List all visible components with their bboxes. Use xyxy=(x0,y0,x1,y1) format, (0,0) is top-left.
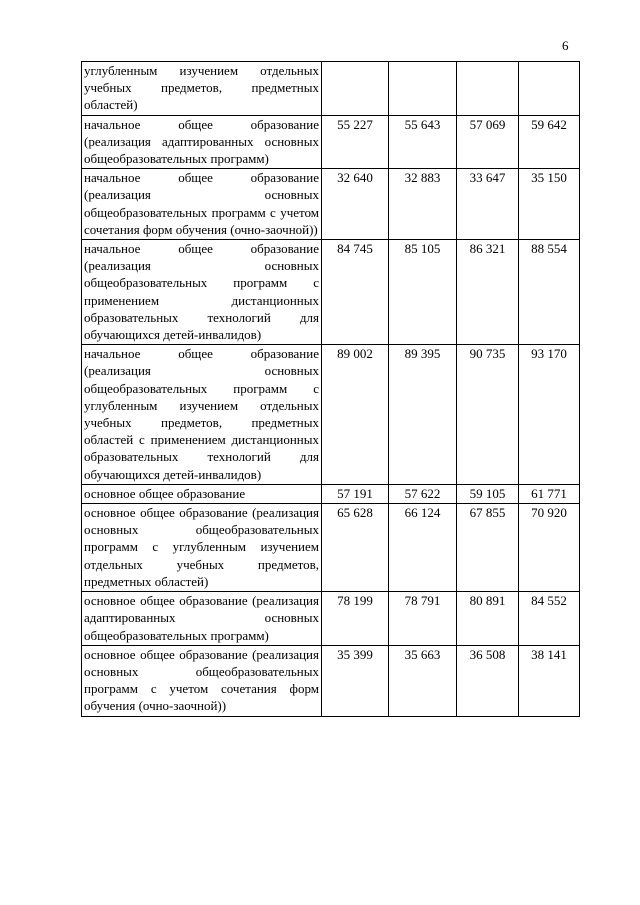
row-label: начальное общее образование (реализация основных общеобразовательных программ с углубленным изучением отдельных учебных предметов, предметных областей с применением дистанционных образовательных технологий для обучающихся детей-инвалидов) xyxy=(82,345,322,485)
value-cell-2: 89 395 xyxy=(389,345,457,485)
value-cell-4: 88 554 xyxy=(519,240,580,345)
table-row xyxy=(82,62,580,116)
value-cell-1: 57 191 xyxy=(322,484,389,503)
value-cell-2: 35 663 xyxy=(389,645,457,716)
row-label: углубленным изучением отдельных учебных предметов, предметных областей) xyxy=(82,62,322,116)
page-number: 6 xyxy=(562,38,569,53)
value-cell-1: 35 399 xyxy=(322,645,389,716)
row-label: основное общее образование (реализация основных общеобразовательных программ с учетом сочетания форм обучения (очно-заочной)) xyxy=(82,645,322,716)
value-cell-4: 61 771 xyxy=(519,484,580,503)
value-cell-4: 35 150 xyxy=(519,169,580,240)
value-cell-3 xyxy=(457,62,519,116)
value-cell-4: 38 141 xyxy=(519,645,580,716)
value-cell-3: 33 647 xyxy=(457,169,519,240)
value-cell-4: 84 552 xyxy=(519,592,580,646)
value-cell-3: 67 855 xyxy=(457,504,519,592)
value-cell-4: 70 920 xyxy=(519,504,580,592)
table-row xyxy=(82,504,580,592)
value-cell-3: 57 069 xyxy=(457,115,519,169)
value-cell-1: 78 199 xyxy=(322,592,389,646)
value-cell-1: 55 227 xyxy=(322,115,389,169)
value-cell-3: 36 508 xyxy=(457,645,519,716)
value-cell-2: 78 791 xyxy=(389,592,457,646)
table-row xyxy=(82,115,580,169)
value-cell-2 xyxy=(389,62,457,116)
table-row xyxy=(82,345,580,485)
value-cell-1: 84 745 xyxy=(322,240,389,345)
cost-table xyxy=(81,61,580,717)
value-cell-2: 32 883 xyxy=(389,169,457,240)
row-label: основное общее образование xyxy=(82,484,322,503)
row-label: начальное общее образование (реализация основных общеобразовательных программ с учетом сочетания форм обучения (очно-заочной)) xyxy=(82,169,322,240)
value-cell-4: 59 642 xyxy=(519,115,580,169)
value-cell-3: 86 321 xyxy=(457,240,519,345)
table-body xyxy=(82,62,580,717)
table-row xyxy=(82,169,580,240)
value-cell-4 xyxy=(519,62,580,116)
row-label: начальное общее образование (реализация основных общеобразовательных программ с применением дистанционных образовательных технологий для обучающихся детей-инвалидов) xyxy=(82,240,322,345)
value-cell-1: 89 002 xyxy=(322,345,389,485)
row-label: начальное общее образование (реализация адаптированных основных общеобразовательных программ) xyxy=(82,115,322,169)
table-row xyxy=(82,484,580,503)
table-row xyxy=(82,645,580,716)
row-label: основное общее образование (реализация основных общеобразовательных программ с углубленным изучением отдельных учебных предметов, предметных областей) xyxy=(82,504,322,592)
value-cell-2: 57 622 xyxy=(389,484,457,503)
table-row xyxy=(82,240,580,345)
table-row xyxy=(82,592,580,646)
value-cell-2: 55 643 xyxy=(389,115,457,169)
value-cell-2: 66 124 xyxy=(389,504,457,592)
value-cell-1: 65 628 xyxy=(322,504,389,592)
value-cell-1 xyxy=(322,62,389,116)
value-cell-3: 80 891 xyxy=(457,592,519,646)
value-cell-3: 59 105 xyxy=(457,484,519,503)
value-cell-1: 32 640 xyxy=(322,169,389,240)
value-cell-4: 93 170 xyxy=(519,345,580,485)
value-cell-2: 85 105 xyxy=(389,240,457,345)
row-label: основное общее образование (реализация адаптированных основных общеобразовательных программ) xyxy=(82,592,322,646)
value-cell-3: 90 735 xyxy=(457,345,519,485)
